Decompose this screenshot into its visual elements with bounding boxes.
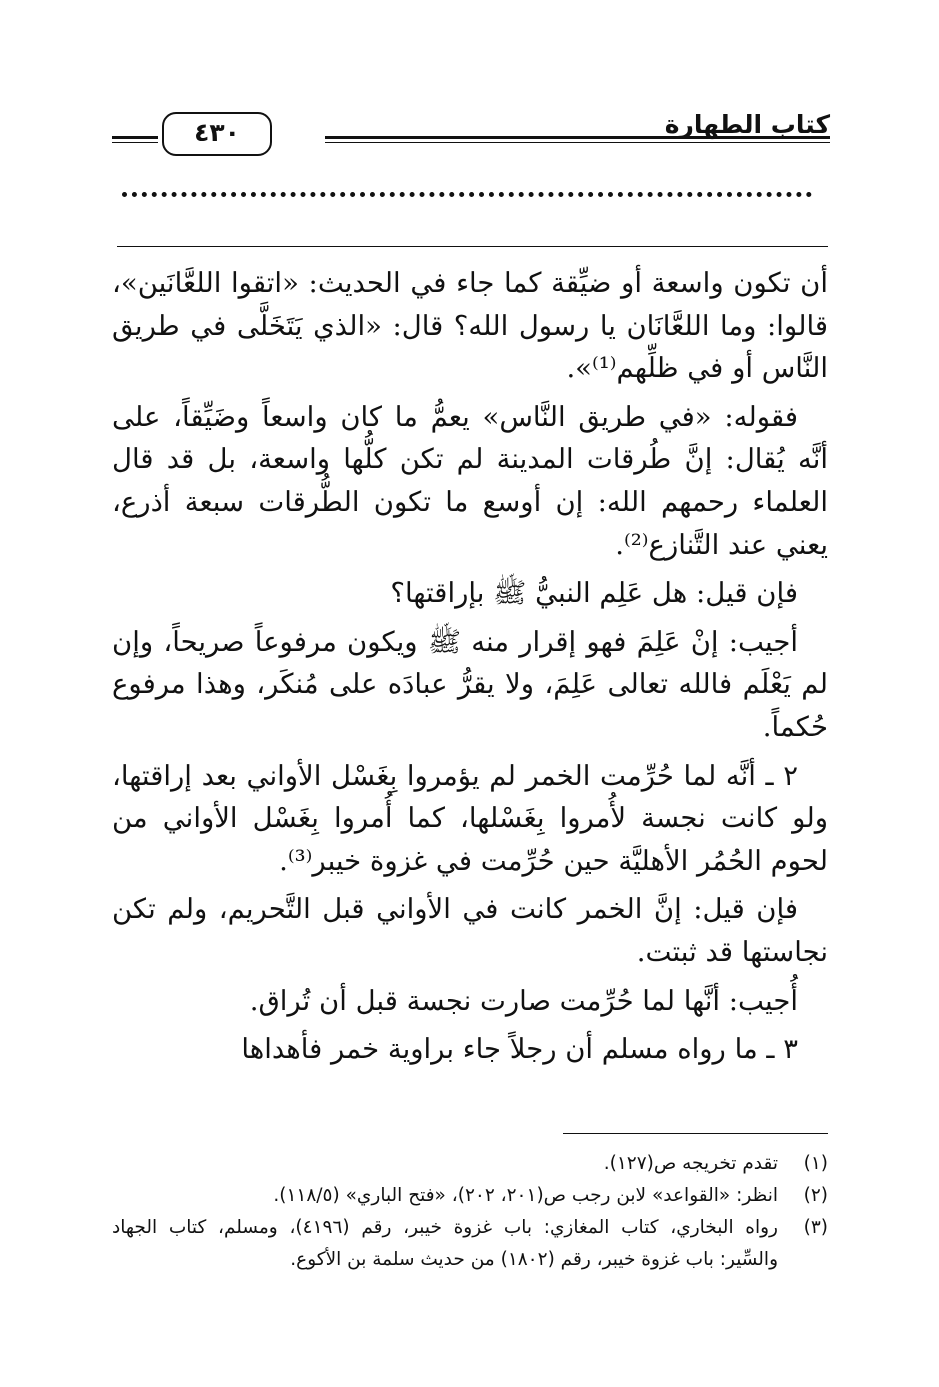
footnote	[112, 1148, 828, 1180]
footnote-text: تقدم تخريجه ص(١٢٧).	[603, 1153, 778, 1174]
paragraph: أُجيب: أنَّها لما حُرِّمت صارت نجسة قبل أن تُراق.	[249, 984, 798, 1017]
header-rule-left	[112, 136, 158, 139]
paragraph: أجيب: إنْ عَلِمَ فهو إقرار منه ﷺ ويكون مرفوعاً صريحاً، وإن لم يَعْلَم فالله تعالى عَلِمَ، ولا يقرُّ عبادَه على مُنكَر، وهذا مرفوع حُكماً.	[112, 625, 828, 743]
footnote-number: (٣)	[803, 1217, 828, 1238]
dotted-separator	[122, 192, 812, 207]
paragraph: ٢ ـ أنَّه لما حُرِّمت الخمر لم يؤمروا بِغَسْل الأواني بعد إراقتها، ولو كانت نجسة لأُمروا بِغَسْلها، كما أُمروا بِغَسْل الأواني من لحوم الحُمُر الأهليَّة حين حُرِّمت في غزوة خيبر⁽³⁾.	[112, 759, 828, 877]
main-text	[112, 262, 828, 1077]
page-number: ٤٣٠	[162, 112, 272, 156]
page-header	[112, 108, 830, 158]
footnote-number: (٢)	[803, 1185, 828, 1206]
footnote-text: رواه البخاري، كتاب المغازي: باب غزوة خيبر، رقم (٤١٩٦)، ومسلم، كتاب الجهاد والسِّير: باب غزوة خيبر، رقم (١٨٠٢) من حديث سلمة بن الأكوع.	[112, 1217, 778, 1270]
body-top-rule	[117, 246, 828, 247]
paragraph: فإن قيل: هل عَلِم النبيُّ ﷺ بإراقتها؟	[390, 577, 798, 610]
footnote	[112, 1180, 828, 1212]
footnote-text: انظر: «القواعد» لابن رجب ص(٢٠١، ٢٠٢)، «فتح الباري» (١١٨/٥).	[273, 1185, 778, 1206]
footnote	[112, 1212, 828, 1276]
footnote-separator	[563, 1133, 828, 1134]
paragraph: فقوله: «في طريق النَّاس» يعمُّ ما كان واسعاً وضَيِّقاً، على أنَّه يُقال: إنَّ طُرقات المدينة لم تكن كلُّها واسعة، بل قد قال العلماء رحمهم الله: إن أوسع ما تكون الطُّرقات سبعة أذرع، يعني عند التَّنازع⁽²⁾.	[112, 400, 828, 561]
paragraph: أن تكون واسعة أو ضيِّقة كما جاء في الحديث: «اتقوا اللعَّانَين»، قالوا: وما اللعَّانَان يا رسول الله؟ قال: «الذي يَتَخَلَّى في طريق النَّاس أو في ظلِّهم⁽¹⁾».	[112, 267, 828, 385]
footnote-number: (١)	[803, 1153, 828, 1174]
paragraph: ٣ ـ ما رواه مسلم أن رجلاً جاء براوية خمر فأهداها	[241, 1033, 798, 1066]
running-title: كتاب الطهارة	[664, 110, 830, 139]
footnotes	[112, 1148, 828, 1276]
header-rule-right	[325, 136, 830, 139]
paragraph: فإن قيل: إنَّ الخمر كانت في الأواني قبل التَّحريم، ولم تكن نجاستها قد ثبتت.	[112, 893, 828, 968]
